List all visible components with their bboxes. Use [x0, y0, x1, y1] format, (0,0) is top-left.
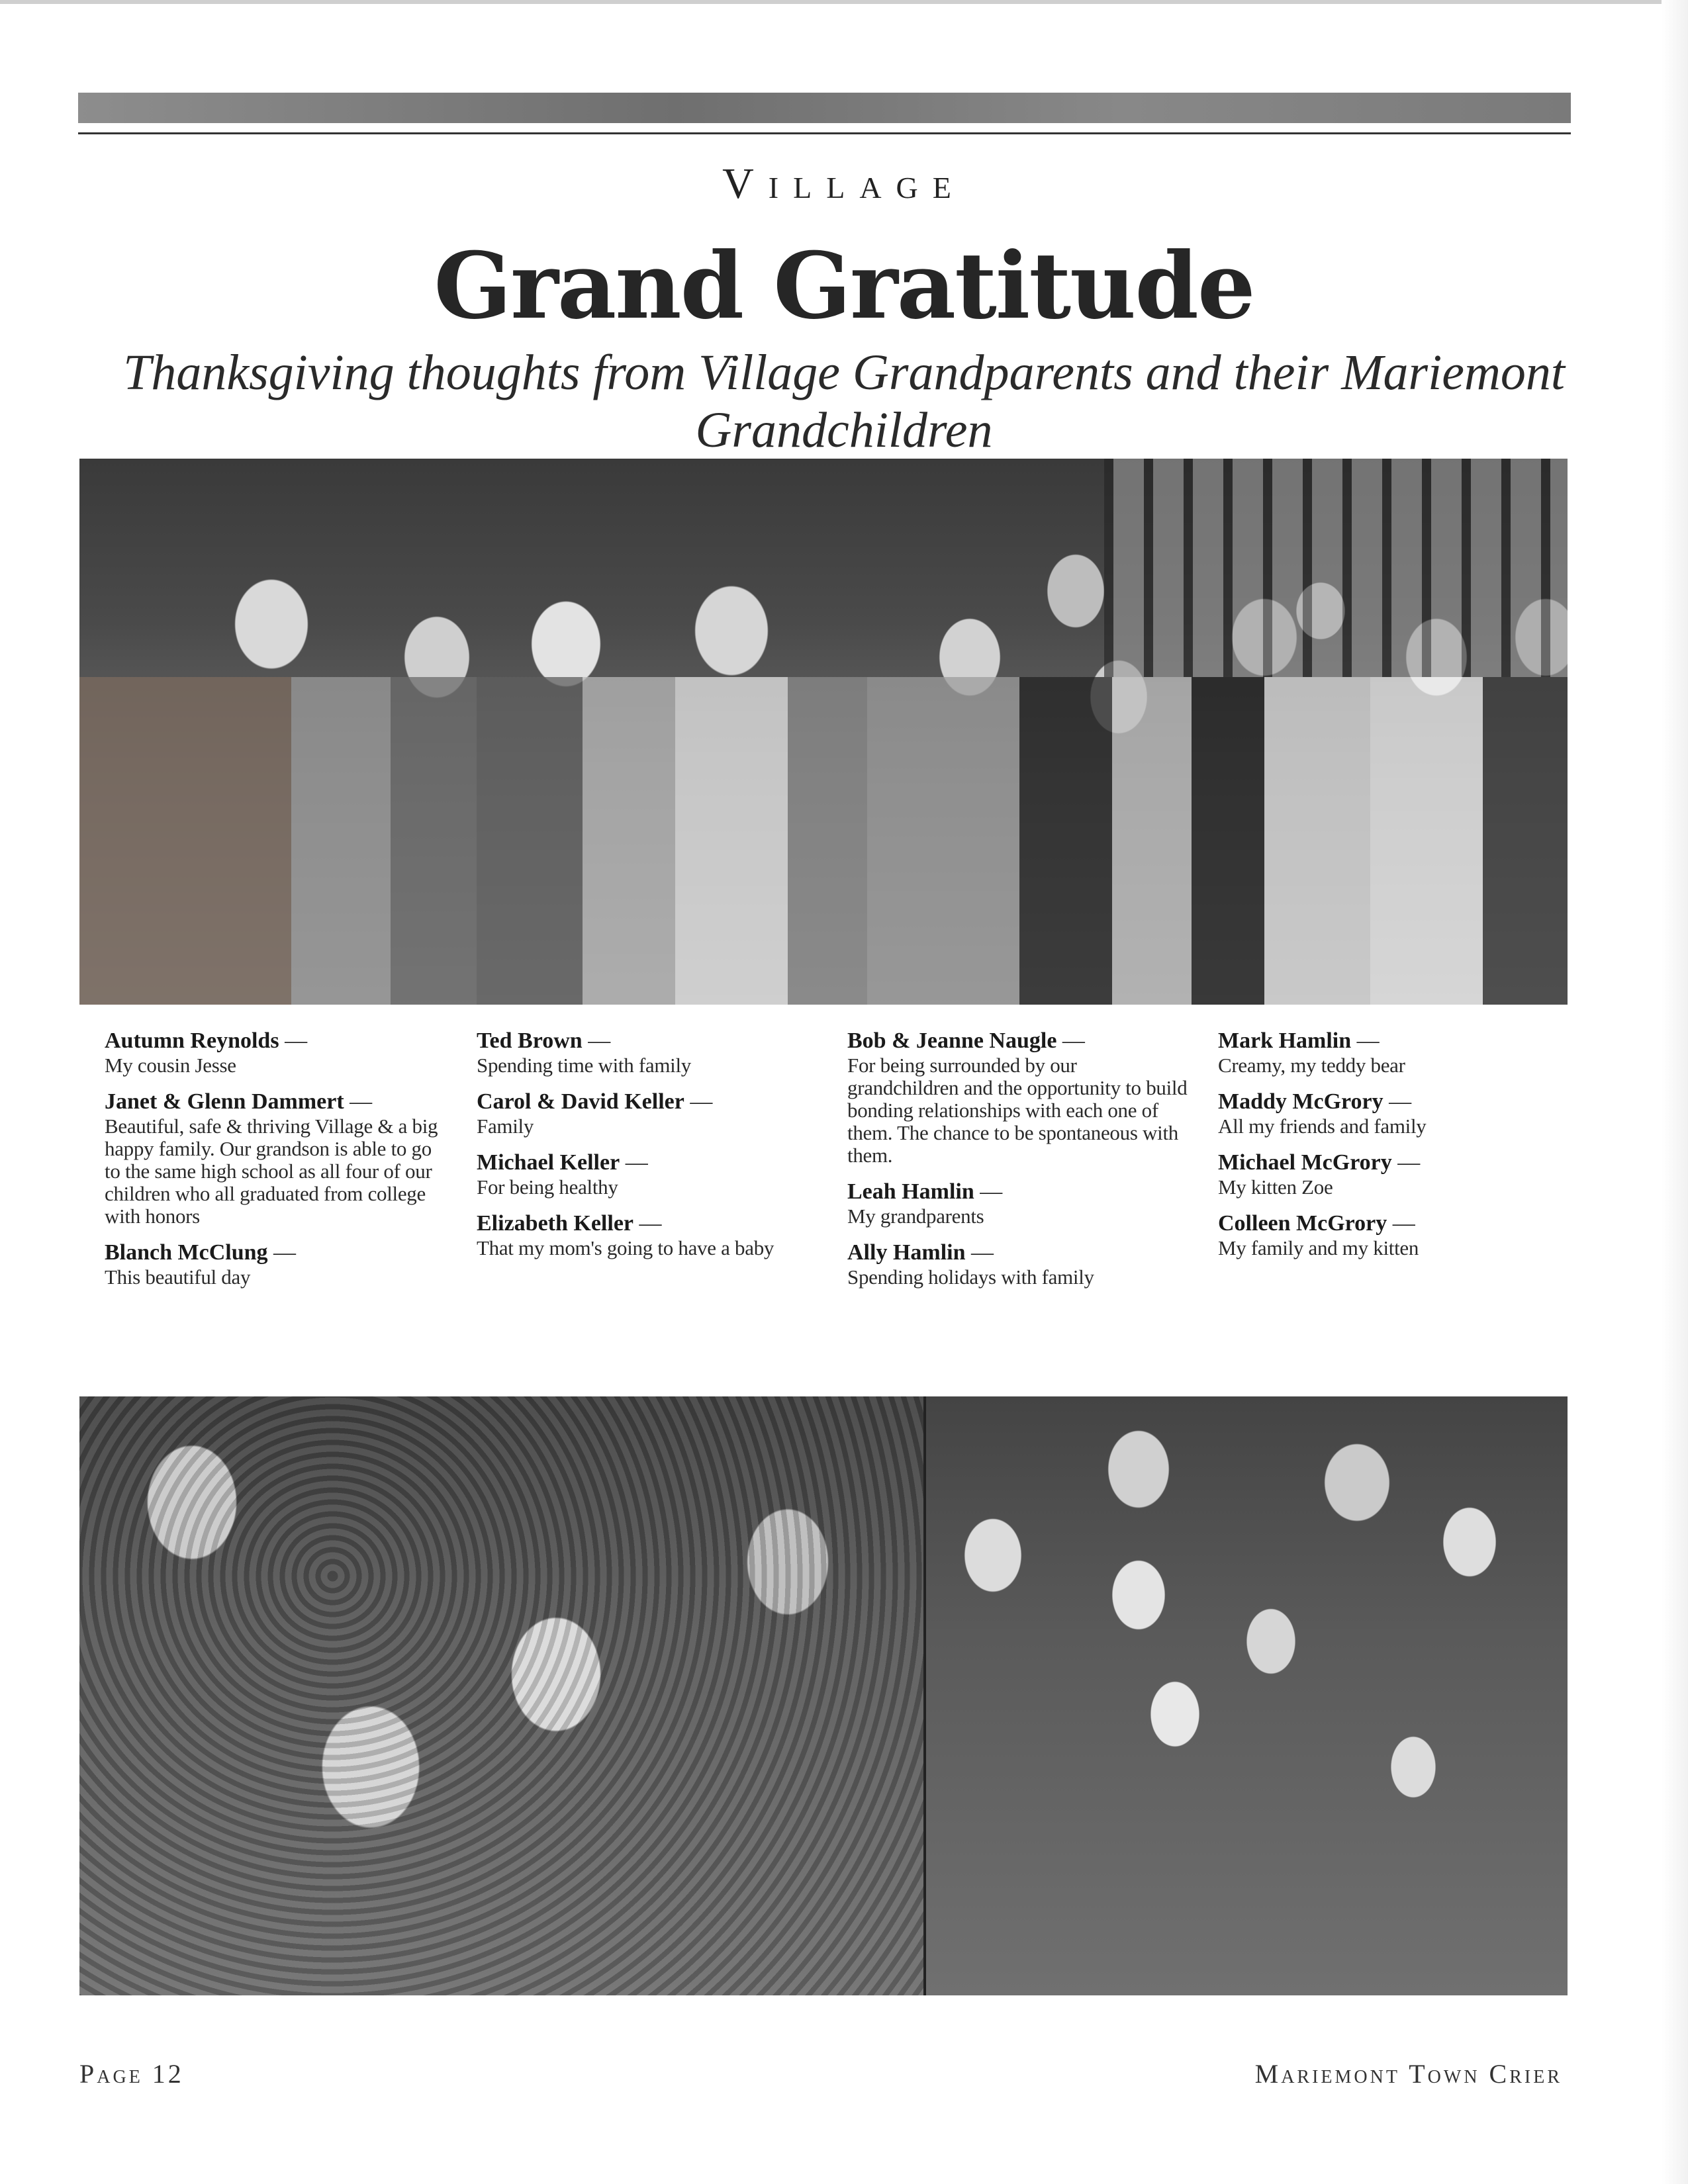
quote-text: Creamy, my teddy bear [1218, 1054, 1405, 1077]
quote-text: Beautiful, safe & thriving Village & a big happy family. Our grandson is able to go to the same high school as all four of our children who all graduated from college with honors [105, 1115, 438, 1228]
quote-text: This beautiful day [105, 1265, 251, 1289]
quote-text: My cousin Jesse [105, 1054, 236, 1077]
quote-name: Elizabeth Keller — [477, 1210, 821, 1237]
people-figures [79, 677, 1568, 1005]
quotes-columns [105, 1028, 1568, 1339]
quote-name: Ted Brown — [477, 1028, 821, 1054]
section-kicker: Village [722, 159, 966, 208]
quote-entry [105, 1089, 449, 1228]
quote-entry [477, 1028, 821, 1077]
quote-entry [1218, 1028, 1562, 1077]
quote-entry [477, 1089, 821, 1138]
quote-name: Janet & Glenn Dammert — [105, 1089, 449, 1115]
quote-text: Spending holidays with family [847, 1265, 1094, 1289]
quote-name: Maddy McGrory — [1218, 1089, 1562, 1115]
quote-text: All my friends and family [1218, 1115, 1427, 1138]
quote-entry [1218, 1210, 1562, 1259]
quotes-column-1 [105, 1028, 449, 1300]
header-rule [78, 132, 1571, 134]
quote-text: My grandparents [847, 1205, 984, 1228]
quote-text: For being healthy [477, 1175, 618, 1199]
header-stripe [78, 93, 1571, 123]
page-number: Page 12 [79, 2059, 184, 2089]
quote-text: Family [477, 1115, 534, 1138]
quotes-column-2 [477, 1028, 821, 1271]
quote-entry [847, 1179, 1192, 1228]
quote-name: Bob & Jeanne Naugle — [847, 1028, 1192, 1054]
quote-name: Carol & David Keller — [477, 1089, 821, 1115]
publication-name: Mariemont Town Crier [1254, 2059, 1562, 2089]
quote-entry [105, 1240, 449, 1289]
article-title: Grand Gratitude [434, 232, 1254, 340]
quote-name: Leah Hamlin — [847, 1179, 1192, 1205]
quote-name: Autumn Reynolds — [105, 1028, 449, 1054]
scan-right-edge [1662, 0, 1688, 2184]
quote-name: Colleen McGrory — [1218, 1210, 1562, 1237]
quote-entry [105, 1028, 449, 1077]
quote-name: Michael McGrory — [1218, 1150, 1562, 1176]
quotes-column-4 [1218, 1028, 1562, 1271]
group-photo-top [79, 459, 1568, 1005]
quotes-column-3 [847, 1028, 1192, 1300]
quote-entry [477, 1150, 821, 1199]
quote-name: Michael Keller — [477, 1150, 821, 1176]
article-subtitle: Thanksgiving thoughts from Village Grandparents and their Mariemont Grandchildren [123, 345, 1565, 458]
quote-name: Blanch McClung — [105, 1240, 449, 1266]
foliage-background [79, 1396, 923, 1995]
scan-top-edge [0, 0, 1688, 4]
quote-entry [1218, 1089, 1562, 1138]
window-background [1104, 459, 1568, 677]
quote-entry [1218, 1150, 1562, 1199]
quote-text: My family and my kitten [1218, 1236, 1419, 1259]
photo-divider [923, 1396, 926, 1995]
quote-text: That my mom's going to have a baby [477, 1236, 774, 1259]
quote-text: My kitten Zoe [1218, 1175, 1333, 1199]
group-photo-bottom [79, 1396, 1568, 1995]
quote-text: Spending time with family [477, 1054, 691, 1077]
quote-entry [477, 1210, 821, 1259]
quote-text: For being surrounded by our grandchildren and the opportunity to build bonding relationships with each one of them. The chance to be spontaneous with them. [847, 1054, 1188, 1167]
quote-name: Ally Hamlin — [847, 1240, 1192, 1266]
quote-name: Mark Hamlin — [1218, 1028, 1562, 1054]
quote-entry [847, 1028, 1192, 1167]
quote-entry [847, 1240, 1192, 1289]
